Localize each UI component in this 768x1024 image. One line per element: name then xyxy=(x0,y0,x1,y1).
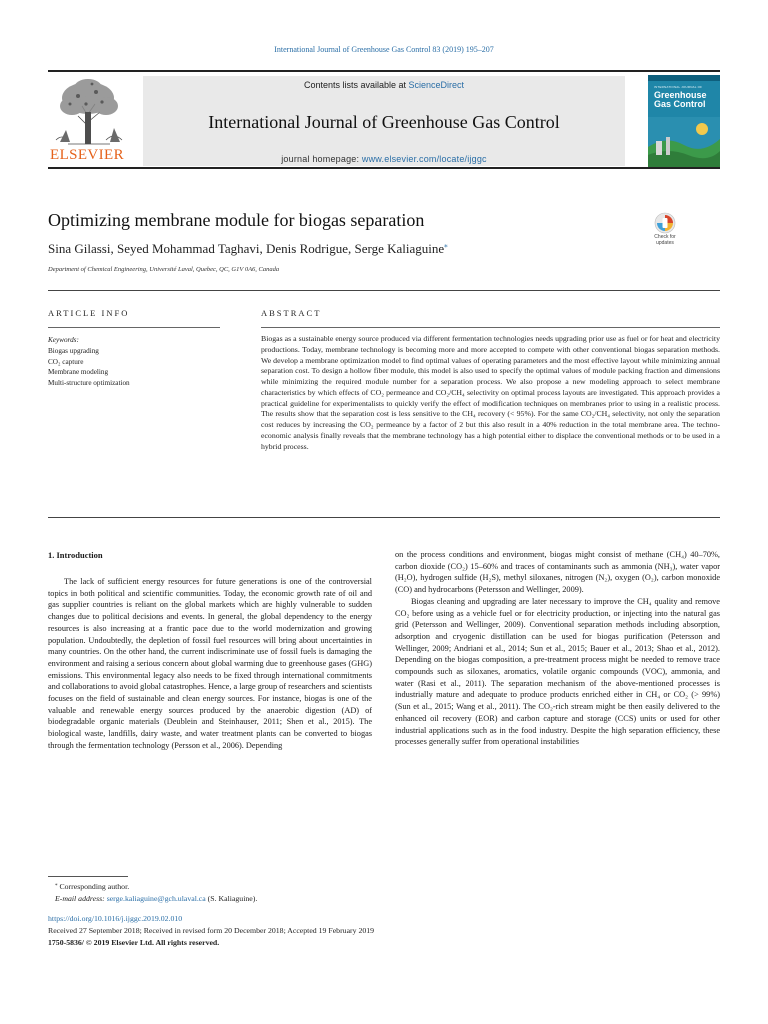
cover-small-text: INTERNATIONAL JOURNAL OF xyxy=(654,85,703,89)
journal-homepage xyxy=(143,154,625,164)
corresponding-author-mark[interactable]: ⁎ xyxy=(444,241,448,250)
cover-artwork-icon xyxy=(648,117,720,167)
email-link[interactable]: serge.kaliaguine@gch.ulaval.ca xyxy=(106,894,206,903)
crossmark-badge[interactable] xyxy=(646,212,684,252)
introduction-paragraph-1: The lack of sufficient energy resources for future generations is one of the controversial topics in both political and scientific communities. Today, the economic growth rate of oil and gas supplier countries is reliant on the global markets which are highly vulnerable to sudden changes due to political decisions and events. In general, the global dependency to the energy resources is also increasing at a frantic pace due to the world modernization and growing population. Undoubtedly, the depletion of fossil fuel resources will bring about uncertainties in many countries. On the other hand, the current indiscriminate use of fossil fuels is damaging the environment and raising a serious concern about global warming due to greenhouse gases (GHG) emissions. This environmental legacy also needs to be fixed through international commitments and collaborations to avoid global catastrophes. Hence, a large group of researchers and scientists focuses on the field of sustainable and clean energy sources. For instance, biogas is one of the valuable and renewable energy sources produced by the anaerobic digestion (AD) of biodegradable organic materials (Deublein and Steinhauser, 2011; Shen et al., 2015). The biological waste, landfills, dairy waste, and water treatment plants can be converted to biogas through the fermentation technology (Persson et al., 2006). Depending xyxy=(48,577,373,750)
keywords-block xyxy=(48,335,220,389)
contents-prefix: Contents lists available at xyxy=(303,80,409,90)
journal-header xyxy=(48,70,720,169)
abstract-rule xyxy=(261,327,720,328)
section-heading-introduction: 1. Introduction xyxy=(48,550,103,560)
journal-citation[interactable]: International Journal of Greenhouse Gas Control 83 (2019) 195–207 xyxy=(274,45,494,54)
doi-link[interactable]: https://doi.org/10.1016/j.ijggc.2019.02.010 xyxy=(48,914,183,923)
footnote-mark: ⁎ xyxy=(55,882,58,888)
introduction-paragraph-continued: on the process conditions and environment, biogas might consist of methane (CH₄) 40–70%, carbon dioxide (CO₂) 15–60% and traces of contaminants such as ammonia (NH₃), water vapor (H₂O), hydrogen sulfide (H₂S), methyl siloxanes, nitrogen (N₂), oxygen (O₂), carbon monoxide (CO) and hydrocarbons (Petersson and Wellinger, 2009). xyxy=(395,550,720,595)
article-title: Optimizing membrane module for biogas separation xyxy=(48,210,425,230)
homepage-link[interactable]: www.elsevier.com/locate/ijggc xyxy=(361,154,487,164)
keyword-item: Biogas upgrading xyxy=(48,346,99,355)
footnote-rule xyxy=(48,876,128,877)
keyword-item: Membrane modeling xyxy=(48,368,109,377)
abstract-divider xyxy=(48,517,720,518)
check-for-updates-icon xyxy=(654,212,676,234)
author-names: Sina Gilassi, Seyed Mohammad Taghavi, Denis Rodrigue, Serge Kaliaguine xyxy=(48,241,445,256)
corresponding-note: Corresponding author. xyxy=(59,882,130,891)
body-right-column xyxy=(395,549,720,748)
abstract-heading: ABSTRACT xyxy=(261,308,322,318)
email-footnote xyxy=(55,894,257,903)
crossmark-label: Check for updates xyxy=(654,234,676,246)
introduction-paragraph-2: Biogas cleaning and upgrading are later necessary to improve the CH₄ quality and remove CO₂ before using as a vehicle fuel or for electricity production, or injecting into the natural gas grid (Petersson and Wellinger, 2009). Conventional separation methods including absorption, adsorption and cryogenic distillation can be used for biogas purification (Petersson and Wellinger, 2009; Andriani et al., 2014; Sun et al., 2015; Bauer et al., 2013; Shao et al., 2012). Depending on the biogas composition, a pre-treatment process might be needed to remove trace compounds such as siloxanes, aromatics, volatile organic compounds (VOC), ammonia, and water (Rasi et al., 2011). The separation mechanism of the above-mentioned processes is industrially mature and adequate to produce products enriched either in CH₄ or CO₂ (> 99%) (Sun et al., 2015; Wang et al., 2011). The CO₂-rich stream might be then easily delivered to the enhanced oil recovery (EOR) and carbon capture and storage (CCS) units or used for other industrial applications such as in the food industry. Despite the high separation efficiency, these processes generally suffer from operational instabilities xyxy=(395,596,720,747)
title-divider xyxy=(48,290,720,291)
elsevier-tree-icon xyxy=(48,76,130,148)
copyright-line: 1750-5836/ © 2019 Elsevier Ltd. All rights reserved. xyxy=(48,938,220,947)
email-suffix: (S. Kaliaguine). xyxy=(205,894,258,903)
journal-title: International Journal of Greenhouse Gas Control xyxy=(208,112,560,132)
author-affiliation: Department of Chemical Engineering, Université Laval, Quebec, QC, G1V 0A6, Canada xyxy=(48,266,280,273)
contents-availability xyxy=(143,80,625,90)
cover-title: Greenhouse Gas Control xyxy=(654,90,707,109)
cover-top-band xyxy=(648,75,720,81)
journal-banner xyxy=(143,76,625,166)
elsevier-logo xyxy=(48,76,130,166)
author-list xyxy=(48,241,448,257)
article-info-rule xyxy=(48,327,220,328)
sciencedirect-link[interactable]: ScienceDirect xyxy=(408,80,465,90)
elsevier-wordmark: ELSEVIER xyxy=(50,147,125,163)
email-label: E-mail address: xyxy=(55,894,107,903)
keyword-item: Multi-structure optimization xyxy=(48,379,130,388)
keyword-item: CO₂ capture xyxy=(48,357,84,366)
journal-cover-thumbnail[interactable] xyxy=(648,75,720,167)
received-dates: Received 27 September 2018; Received in revised form 20 December 2018; Accepted 19 February 2019 xyxy=(48,926,375,935)
homepage-prefix: journal homepage: xyxy=(281,154,362,164)
abstract-text: Biogas as a sustainable energy source produced via different fermentation technologies needs upgrading prior use as fuel or for heat and electricity productions. Today, membrane technology is becoming more and more accepted to compete with other conventional biogas separation methods. We develop a membrane optimization model to find optimal values of operating parameters and the most effective layout while minimizing annual separation cost. To design a hollow fiber module, this model is also used to specify the optimal values of module packing fraction and dimensions while minimizing the required module number for a separation process. We also propose a new modeling approach to select membrane characteristics by which effects of CO₂ permeance and CO₂/CH₄ selectivity on optimal process layouts are investigated. This approach provides a practical guideline for experimentalists to quickly verify the effect of modification techniques on membranes prior to using in a realistic process. The results show that the separation cost is less sensitive to the CH₄ recovery (< 95%). For the same CO₂/CH₄ selectivity, not only the separation cost reduces by increasing the CO₂ permeance by a factor of 2 but this also result in a 40% reduction in the total membrane area. The techno-economic analysis finally reveals that the membrane technology has a high potential either to displace the conventional methods or to be used in a hybrid process. xyxy=(261,334,720,451)
corresponding-author-footnote xyxy=(55,882,129,891)
article-info-heading: ARTICLE INFO xyxy=(48,308,130,318)
keywords-label: Keywords: xyxy=(48,336,79,344)
